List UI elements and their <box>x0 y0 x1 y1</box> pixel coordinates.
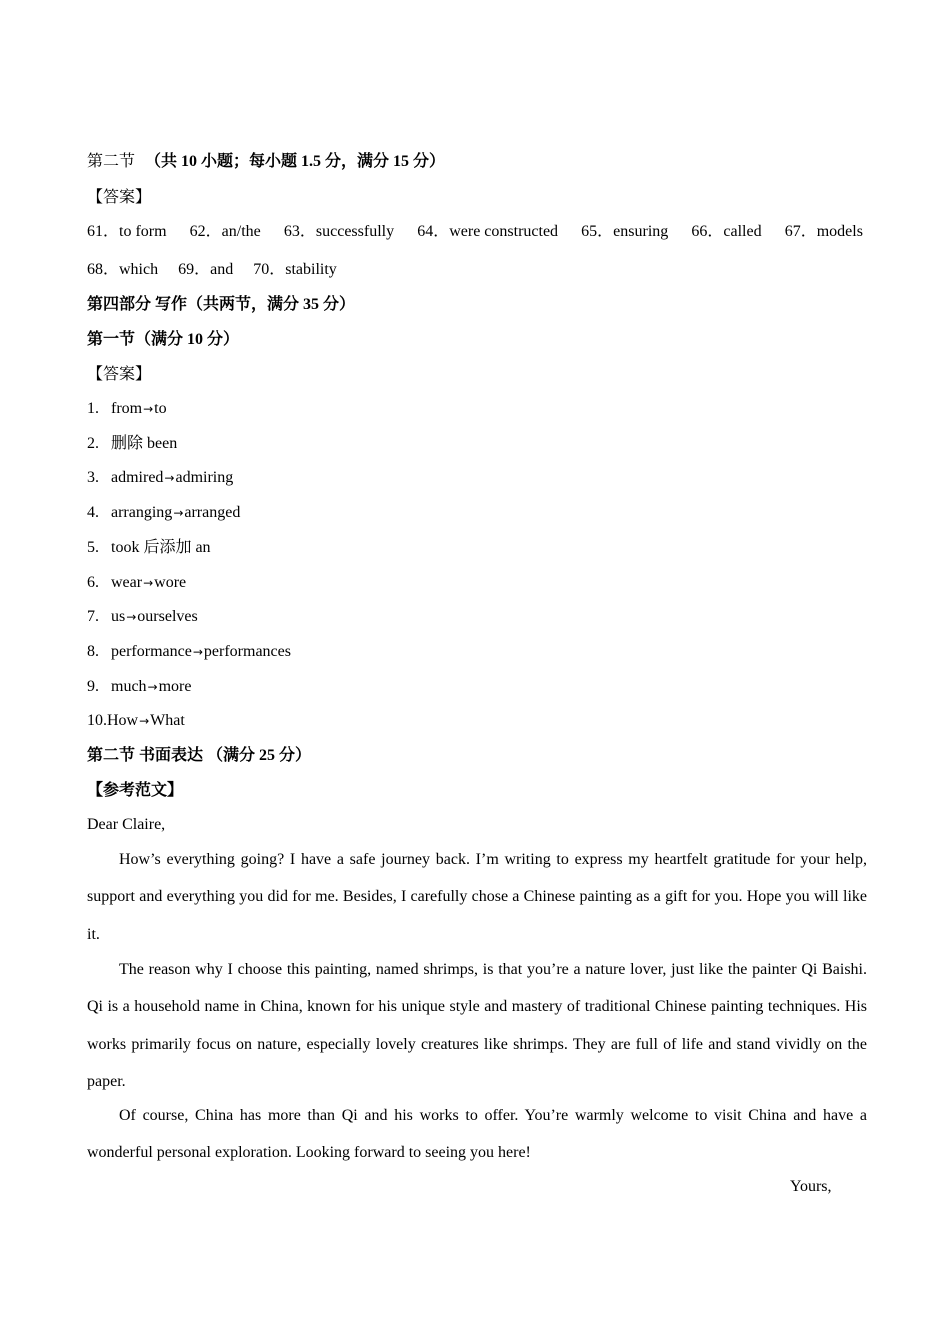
grammar-answer: 61．to form <box>87 223 167 240</box>
correction-from: arranging <box>111 504 173 522</box>
correction-number: 6. <box>87 573 99 591</box>
arrow-right-icon: → <box>143 575 154 590</box>
correction-item <box>87 711 185 731</box>
correction-item <box>87 538 211 558</box>
arrow-right-icon: → <box>139 714 150 729</box>
correction-text: took 后添加 an <box>111 538 211 556</box>
sample-essay-label: 【参考范文】 <box>87 782 184 799</box>
section2-title-light: 第二节 <box>87 153 136 170</box>
correction-number: 5. <box>87 538 99 556</box>
answer-label-1: 【答案】 <box>87 189 152 206</box>
grammar-answer: 65．ensuring <box>581 223 669 240</box>
grammar-answers-row-1 <box>87 222 863 242</box>
correction-number: 2. <box>87 434 99 452</box>
correction-item <box>87 642 291 662</box>
correction-item <box>87 573 186 593</box>
letter-closing: Yours, <box>790 1178 832 1195</box>
arrow-right-icon: → <box>173 506 184 521</box>
correction-from: How <box>107 712 139 730</box>
part4-sec1-title: 第一节（满分 10 分） <box>87 331 240 348</box>
correction-to: arranged <box>184 504 241 522</box>
letter-paragraph: How’s everything going? I have a safe journey back. I’m writing to express my heartfelt gratitude for your help, support and everything you did for me. Besides, I carefully chose a Chinese painting as a gift for you. Hope you will like it. <box>87 851 867 943</box>
correction-number: 7. <box>87 608 99 626</box>
correction-from: performance <box>111 642 192 660</box>
grammar-answer: 70．stability <box>253 261 337 278</box>
grammar-answer: 62．an/the <box>189 223 261 240</box>
correction-to: admiring <box>175 469 234 487</box>
grammar-answer: 69．and <box>178 261 234 278</box>
section2-heading <box>87 152 445 172</box>
correction-to: wore <box>154 573 187 591</box>
correction-item <box>87 468 233 488</box>
correction-to: more <box>158 677 192 695</box>
correction-from: us <box>111 608 126 626</box>
correction-item <box>87 434 177 454</box>
arrow-right-icon: → <box>126 610 137 625</box>
correction-number: 1. <box>87 400 99 417</box>
correction-from: from <box>111 400 143 417</box>
correction-item <box>87 399 167 419</box>
grammar-answer: 66．called <box>691 223 762 240</box>
letter-paragraph: Of course, China has more than Qi and his works to offer. You’re warmly welcome to visit China and have a wonderful personal exploration. Looking forward to seeing you here! <box>87 1107 867 1162</box>
correction-item <box>87 677 191 697</box>
grammar-answer: 63．successfully <box>283 223 395 240</box>
correction-number: 8. <box>87 642 99 660</box>
grammar-answer: 67．models <box>784 223 863 240</box>
grammar-answers-row-2 <box>87 260 353 280</box>
correction-item <box>87 503 240 523</box>
part4-title: 第四部分 写作（共两节，满分 35 分） <box>87 296 356 313</box>
correction-to: ourselves <box>137 608 198 626</box>
correction-item <box>87 607 198 627</box>
arrow-right-icon: → <box>147 679 158 694</box>
answer-label-2: 【答案】 <box>87 366 152 383</box>
correction-number: 10. <box>87 712 107 730</box>
grammar-answer: 64．were constructed <box>417 223 559 240</box>
correction-to: performances <box>203 642 291 660</box>
correction-number: 3. <box>87 469 99 487</box>
section2-title-bold: （共 10 小题；每小题 1.5 分，满分 15 分） <box>145 153 446 170</box>
part4-sec2-title: 第二节 书面表达 （满分 25 分） <box>87 747 312 764</box>
letter-paragraph: The reason why I choose this painting, named shrimps, is that you’re a nature lover, just like the painter Qi Baishi. Qi is a household name in China, known for his unique style and mastery of traditional Chinese painting techniques. His works primarily focus on nature, especially lovely creatures like shrimps. They are full of life and stand vividly on the paper. <box>87 961 867 1090</box>
correction-number: 9. <box>87 677 99 695</box>
arrow-right-icon: → <box>192 644 203 659</box>
grammar-answer: 68．which <box>87 261 159 278</box>
correction-text: 删除 been <box>111 434 178 452</box>
arrow-right-icon: → <box>164 471 175 486</box>
correction-from: much <box>111 677 147 695</box>
letter-greeting: Dear Claire, <box>87 816 166 833</box>
correction-from: admired <box>111 469 164 487</box>
arrow-right-icon: → <box>143 402 154 416</box>
correction-to: to <box>154 400 167 417</box>
correction-to: What <box>150 712 185 730</box>
correction-number: 4. <box>87 504 99 522</box>
correction-from: wear <box>111 573 143 591</box>
